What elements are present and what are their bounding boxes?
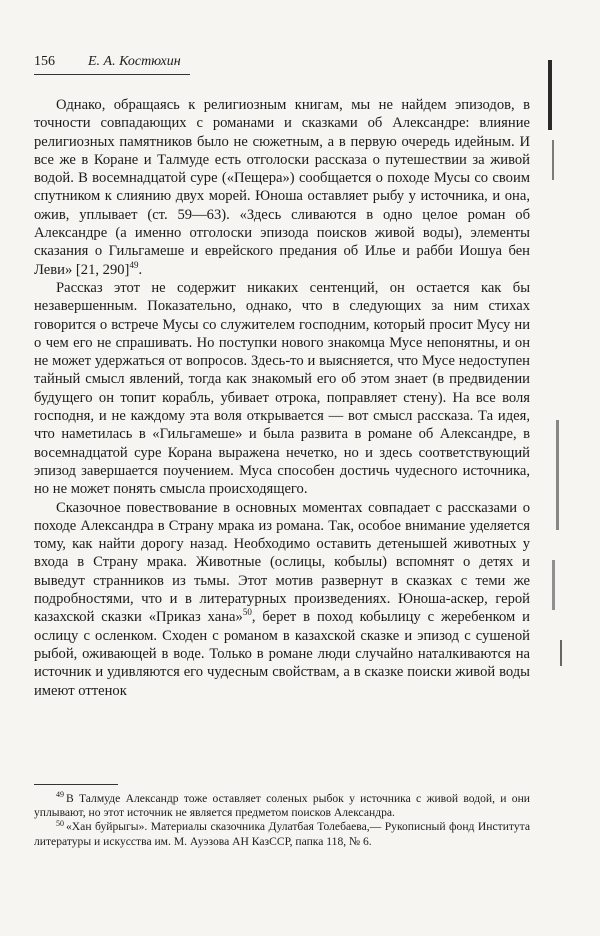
footnote-49-number: 49 bbox=[56, 790, 64, 800]
scan-edge-mark-2 bbox=[552, 140, 554, 180]
scan-edge-mark-5 bbox=[560, 640, 562, 666]
footnote-ref-49: 49 bbox=[129, 259, 139, 270]
scan-edge-mark-1 bbox=[548, 60, 552, 130]
footnote-49 bbox=[34, 792, 530, 820]
running-head: Е. А. Костюхин bbox=[88, 54, 181, 69]
scan-edge-mark-3 bbox=[556, 420, 559, 530]
paragraph-3-continuation: берет в поход кобылицу с жеребенком и ослицу с осленком. Сходен с романом в казахской сказке и эпизод с сушеной рыбой, оживающей в воде. Только в романе люди случайно наталкиваются на источник и удивляются его чудесным свойствам, а в сказке поиски живой воды имеют оттенок bbox=[34, 609, 530, 699]
paragraph-1 bbox=[34, 96, 530, 279]
footnote-49-text: В Талмуде Александр тоже оставляет соленых рыбок у источника с живой водой, и они уплывают, но этот источник не является предметом поисков Александра. bbox=[34, 792, 530, 820]
paragraph-1-text: Однако, обращаясь к религиозным книгам, мы не найдем эпизодов, в точности совпадающих с романами и сказками об Александре: влияние религиозных памятников было не сюжетным, а в первую очередь идейным. И все же в Коране и Талмуде есть отголоски рассказа о путешествии за живой водой. В восемнадцатой суре («Пещера») сообщается о походе Мусы со своим спутником к слиянию двух морей. Юноша оставляет рыбу у источника, и она, ожив, уплывает (ст. 59—63). «Здесь сливаются в одно целое роман об Александре (а именно отголоски эпизода поисков живой воды), элементы сказания о Гильгамеше и еврейского предания об Илье и рабби Иошуа бен Леви» [21, 290] bbox=[34, 97, 530, 278]
paragraph-2: Рассказ этот не содержит никаких сентенций, он остается как бы незавершенным. Показательно, однако, что в следующих за ним стихах говорится о встрече Мусы со служителем господним, который просит Мусу ни о чем его не спрашивать. Но поступки нового знакомца Мусе непонятны, и он не может удержаться от вопросов. Здесь-то и выясняется, что Мусе недоступен тайный смысл явлений, тогда как знакомый его об этом знает (в предвидении будущего он топит корабль, убивает отрока, поправляет стену). На все воля господня, и не каждому эта воля открывается — вот смысл рассказа. Та идея, что наметилась в «Гильгамеше» и была развита в романе об Александре, в восемнадцатой суре Корана выражена нечетко, но и здесь соответствующий эпизод завершается поучением. Муса способен достичь чудесного источника, но не может понять смысла происходящего. bbox=[34, 279, 530, 498]
footnote-50 bbox=[34, 820, 530, 848]
main-text bbox=[34, 96, 530, 700]
footnote-50-text: «Хан буйрыгы». Материалы сказочника Дулатбая Толебаева,— Рукописный фонд Института литературы и искусства им. М. Ауэзова АН КазССР, папка 118, № 6. bbox=[34, 820, 530, 848]
footnote-rule bbox=[34, 784, 118, 785]
page-header bbox=[34, 48, 514, 72]
paragraph-3 bbox=[34, 499, 530, 700]
page-number: 156 bbox=[34, 54, 55, 69]
footnote-50-number: 50 bbox=[56, 818, 64, 828]
header-rule bbox=[34, 74, 190, 75]
footnote-ref-50: 50 bbox=[242, 607, 252, 618]
paragraph-3-comma: , bbox=[251, 609, 256, 626]
footnotes bbox=[34, 792, 530, 849]
paragraph-3-text: Сказочное повествование в основных моментах совпадает с рассказами о походе Александра в Страну мрака из романа. Так, особое внимание уделяется тому, как найти дорогу назад. Необходимо оставить детенышей животных у входа в Страну мрака. Животные (ослицы, кобылы) вспомнят о детях и выведут странников из тьмы. Этот мотив развернут в сказках с теми же подробностями, что и в литературных произведениях. Юноша-аскер, герой казахской сказки «Приказ хана» bbox=[34, 499, 530, 626]
paragraph-1-tail: . bbox=[138, 261, 143, 278]
scan-edge-mark-4 bbox=[552, 560, 555, 610]
